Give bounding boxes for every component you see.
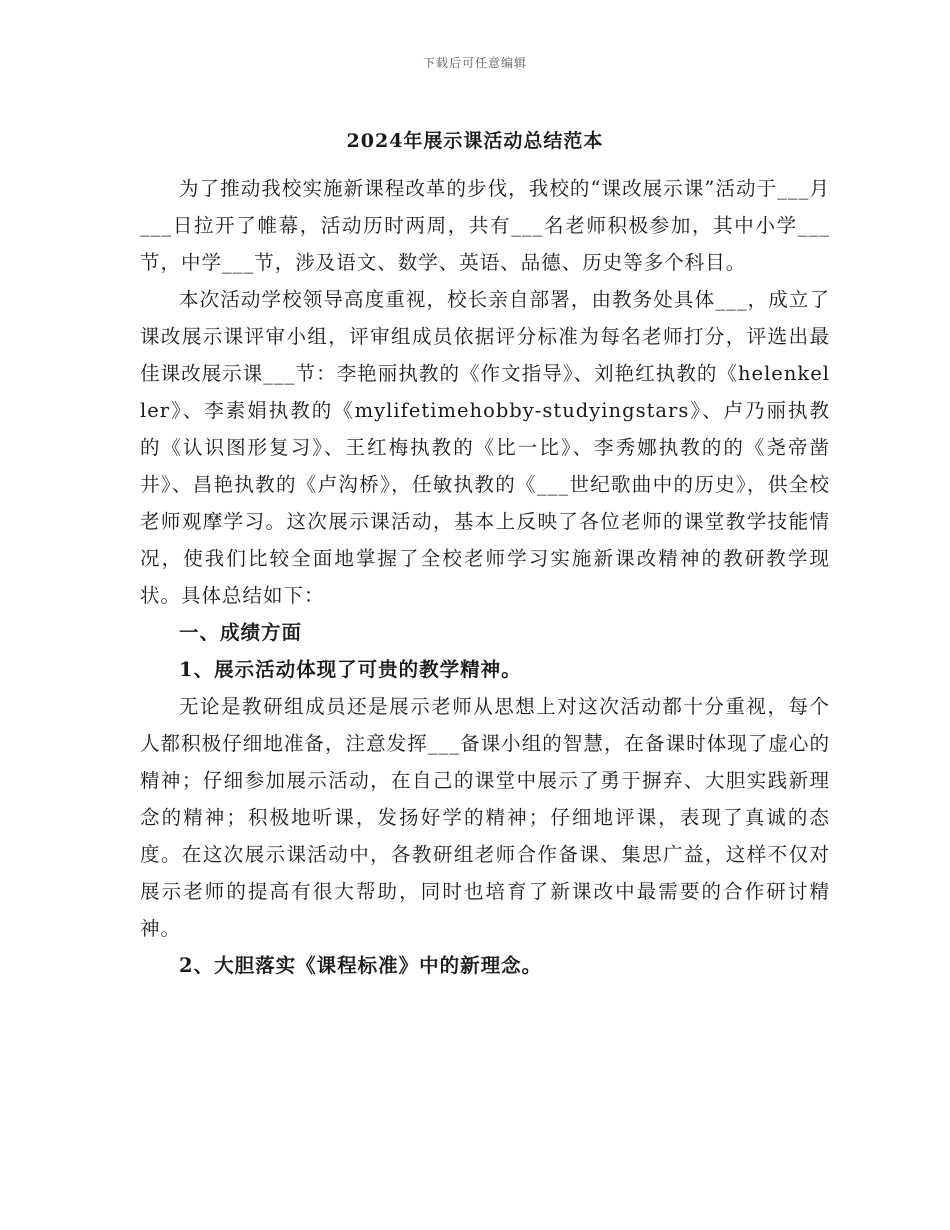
subsection-heading-2: 2、大胆落实《课程标准》中的新理念。 — [179, 954, 543, 977]
document-body — [140, 170, 830, 984]
activity-paragraph: 本次活动学校领导高度重视，校长亲自部署，由教务处具体___，成立了课改展示课评审小组，评审组成员依据评分标准为每名老师打分，评选出最佳课改展示课___节：李艳丽执教的《作文指导》、刘艳红执教的《helenkeller》、李素娟执教的《mylifetimehobby-studyingstars》、卢乃丽执教的《认识图形复习》、王红梅执教的《比一比》、李秀娜执教的的《尧帝凿井》、昌艳执教的《卢沟桥》，任敏执教的《___世纪歌曲中的历史》，供全校老师观摩学习。这次展示课活动，基本上反映了各位老师的课堂教学技能情况，使我们比较全面地掌握了全校老师学习实施新课改精神的教研教学现状。具体总结如下： — [140, 288, 830, 607]
header-note: 下载后可任意编辑 — [422, 56, 527, 70]
intro-paragraph: 为了推动我校实施新课程改革的步伐，我校的“课改展示课”活动于___月___日拉开了帷幕，活动历时两周，共有___名老师积极参加，其中小学___节，中学___节，涉及语文、数学、英语、品德、历史等多个科目。 — [140, 177, 830, 274]
subsection-1-paragraph: 无论是教研组成员还是展示老师从思想上对这次活动都十分重视，每个人都积极仔细地准备，注意发挥___备课小组的智慧，在备课时体现了虚心的精神；仔细参加展示活动，在自己的课堂中展示了勇于摒弃、大胆实践新理念的精神；积极地听课，发扬好学的精神；仔细地评课，表现了真诚的态度。在这次展示课活动中，各教研组老师合作备课、集思广益，这样不仅对展示老师的提高有很大帮助，同时也培育了新课改中最需要的合作研讨精神。 — [140, 695, 830, 940]
subsection-heading-1: 1、展示活动体现了可贵的教学精神。 — [179, 658, 522, 681]
section-heading-achievements: 一、成绩方面 — [179, 621, 303, 644]
page-title: 2024年展示课活动总结范本 — [346, 130, 604, 152]
